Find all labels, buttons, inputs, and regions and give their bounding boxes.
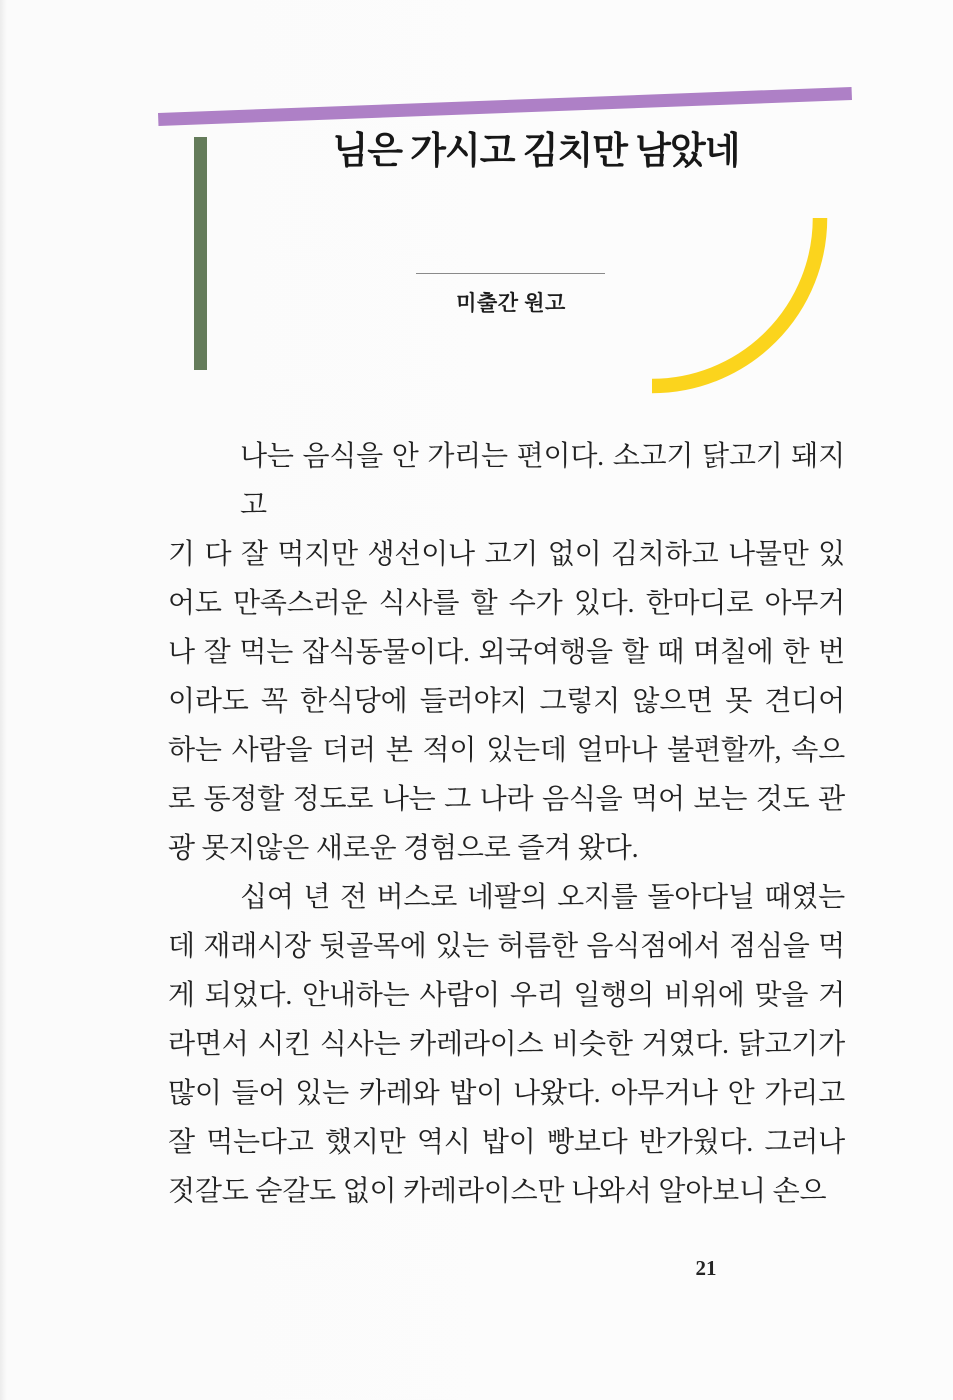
body-line: 나 잘 먹는 잡식동물이다. 외국여행을 할 때 며칠에 한 번 (168, 637, 845, 668)
body-line: 십여 년 전 버스로 네팔의 오지를 돌아다닐 때였는 (240, 882, 845, 913)
body-line: 어도 만족스러운 식사를 할 수가 있다. 한마디로 아무거 (168, 588, 845, 619)
body-line: 기 다 잘 먹지만 생선이나 고기 없이 김치하고 나물만 있 (168, 539, 845, 570)
body-line: 이라도 꼭 한식당에 들러야지 그렇지 않으면 못 견디어 (168, 686, 845, 717)
body-line: 라면서 시킨 식사는 카레라이스 비슷한 거였다. 닭고기가 (168, 1029, 845, 1060)
body-line: 데 재래시장 뒷골목에 있는 허름한 음식점에서 점심을 먹 (168, 931, 845, 962)
quarter-circle-arc (640, 204, 840, 404)
body-line: 나는 음식을 안 가리는 편이다. 소고기 닭고기 돼지고 (240, 441, 845, 521)
body-line: 로 동정할 정도로 나는 그 나라 음식을 먹어 보는 것도 관 (168, 784, 845, 815)
body-line: 잘 먹는다고 했지만 역시 밥이 빵보다 반가웠다. 그러나 (168, 1127, 845, 1158)
body-line: 젓갈도 숟갈도 없이 카레라이스만 나와서 알아보니 손으 (168, 1176, 827, 1207)
body-line: 광 못지않은 새로운 경험으로 즐겨 왔다. (168, 833, 639, 864)
chapter-title: 님은 가시고 김치만 남았네 (332, 131, 740, 172)
subtitle-divider (416, 273, 605, 274)
body-line: 많이 들어 있는 카레와 밥이 나왔다. 아무거나 안 가리고 (168, 1078, 845, 1109)
yellow-arc-decoration (640, 204, 840, 404)
body-line: 하는 사람을 더러 본 적이 있는데 얼마나 불편할까, 속으 (168, 735, 845, 766)
top-accent-bar (158, 87, 852, 126)
body-text (168, 432, 845, 1216)
body-line: 게 되었다. 안내하는 사람이 우리 일행의 비위에 맞을 거 (168, 980, 845, 1011)
page-number: 21 (695, 1256, 717, 1280)
chapter-subtitle: 미출간 원고 (456, 291, 566, 315)
